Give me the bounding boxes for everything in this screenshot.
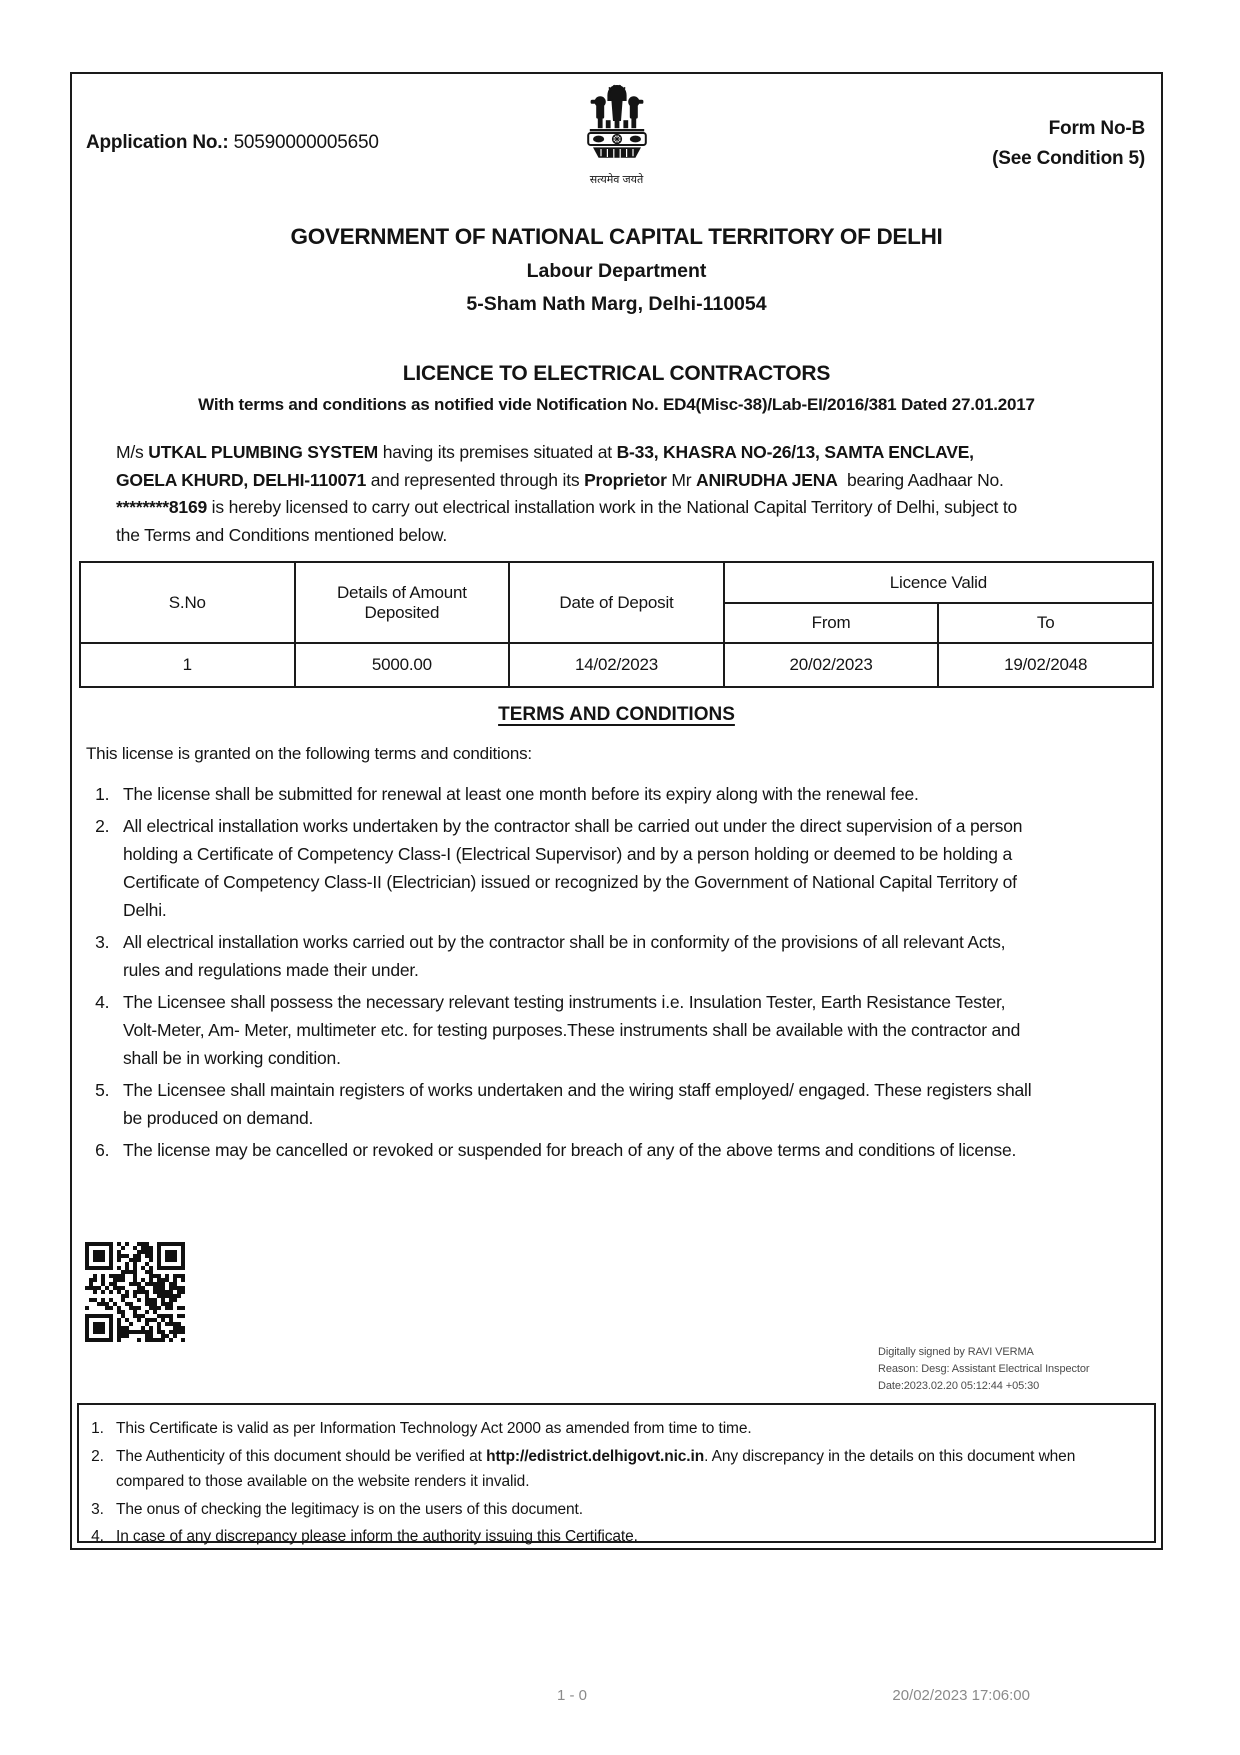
form-number-block <box>992 114 1145 174</box>
text-segment: is hereby licensed to carry out electrical installation work in the National Capital Territory of Delhi, subject to the Terms and Conditions mentioned below. <box>116 497 1018 545</box>
form-number: Form No-B <box>1048 118 1145 139</box>
licence-notification-line: With terms and conditions as notified vide Notification No. ED4(Misc-38)/Lab-EI/2016/381 Dated 27.01.2017 <box>198 395 1035 414</box>
signature-reason-line: Reason: Desg: Assistant Electrical Inspector <box>878 1363 1090 1375</box>
national-emblem <box>537 84 697 187</box>
digital-signature-block <box>878 1344 1089 1395</box>
text-segment: UTKAL PLUMBING SYSTEM <box>148 442 379 462</box>
footnote-item <box>108 1524 1124 1550</box>
qr-code-icon <box>85 1242 185 1342</box>
ashoka-lion-capital-icon <box>577 84 657 166</box>
government-title: GOVERNMENT OF NATIONAL CAPITAL TERRITORY OF DELHI <box>290 224 943 249</box>
text-segment: bearing Aadhaar No. <box>837 469 1004 490</box>
terms-list <box>86 780 1035 1164</box>
text-segment: B-33, KHASRA NO-26/13, SAMTA ENCLAVE, GOELA KHURD, DELHI-110071 <box>116 442 974 490</box>
text-segment: ANIRUDHA JENA <box>696 469 838 490</box>
application-number-label: Application No.: <box>86 132 229 153</box>
footnotes-box <box>77 1403 1156 1543</box>
page-indicator: 1 - 0 <box>556 1687 587 1704</box>
cell-valid-from: 20/02/2023 <box>724 643 939 687</box>
footnote-item <box>108 1444 1124 1495</box>
text-segment: http://edistrict.delhigovt.nic.in <box>486 1447 705 1465</box>
col-header-licence-valid: Licence Valid <box>724 562 1153 603</box>
qr-code <box>85 1242 185 1342</box>
cell-sno: 1 <box>80 643 295 687</box>
text-segment: The onus of checking the legitimacy is on the users of this document. <box>116 1500 583 1518</box>
term-item: 1. The license shall be submitted for renewal at least one month before its expiry along with the renewal fee. <box>114 780 1035 808</box>
department-address: 5-Sham Nath Marg, Delhi-110054 <box>466 293 767 315</box>
table-row <box>80 643 1153 687</box>
text-segment: M/s <box>116 442 149 462</box>
cell-amount: 5000.00 <box>295 643 510 687</box>
terms-and-conditions-heading: TERMS AND CONDITIONS <box>498 704 735 725</box>
signature-signer-line: Digitally signed by RAVI VERMA <box>878 1346 1034 1358</box>
application-number-value: 50590000005650 <box>233 132 379 153</box>
col-header-date-of-deposit: Date of Deposit <box>509 562 724 643</box>
cell-valid-to: 19/02/2048 <box>938 643 1153 687</box>
table-header-row <box>80 562 1153 603</box>
col-header-valid-from: From <box>724 603 939 643</box>
footnote-item <box>108 1497 1124 1523</box>
text-segment: Mr <box>666 469 697 490</box>
term-item: 5. The Licensee shall maintain registers of works undertaken and the wiring staff employed/ engaged. These registers shall be produced on demand. <box>114 1076 1035 1132</box>
term-item: 6. The license may be cancelled or revoked or suspended for breach of any of the above terms and conditions of license. <box>114 1136 1035 1164</box>
col-header-valid-to: To <box>938 603 1153 643</box>
text-segment: Proprietor <box>584 469 667 490</box>
text-segment: This Certificate is valid as per Information Technology Act 2000 as amended from time to time. <box>116 1420 752 1437</box>
application-number <box>86 132 379 154</box>
terms-intro-line: This license is granted on the following terms and conditions: <box>86 744 532 763</box>
licence-title: LICENCE TO ELECTRICAL CONTRACTORS <box>402 362 831 385</box>
text-segment: . Any discrepancy in the details on this document when compared to those available on the website renders it invalid. <box>116 1447 1076 1490</box>
term-item: 4. The Licensee shall possess the necessary relevant testing instruments i.e. Insulation Tester, Earth Resistance Tester, Volt-Meter, Am- Meter, multimeter etc. for testing purposes.These instruments shall be available with the contractor and shall be in working condition. <box>114 988 1035 1072</box>
terms-list-section <box>72 780 1161 1164</box>
print-timestamp: 20/02/2023 17:06:00 <box>892 1687 1030 1704</box>
text-segment: The Authenticity of this document should be verified at <box>116 1447 487 1465</box>
text-segment: having its premises situated at <box>378 442 617 462</box>
text-segment: ********8169 <box>116 497 208 517</box>
signature-date-line: Date:2023.02.20 05:12:44 +05:30 <box>878 1380 1040 1392</box>
deposit-table <box>79 561 1154 688</box>
term-item: 2. All electrical installation works undertaken by the contractor shall be carried out under the direct supervision of a person holding a Certificate of Competency Class-I (Electrical Supervisor) and by a person holding or deemed to be holding a Certificate of Competency Class-II (Electrician) issued or recognized by the Government of National Capital Territory of Delhi. <box>114 812 1035 924</box>
text-segment: In case of any discrepancy please inform the authority issuing this Certificate. <box>116 1528 638 1545</box>
licence-intro-paragraph <box>116 439 1023 549</box>
certificate-border-frame <box>70 72 1163 1550</box>
department-name: Labour Department <box>526 260 707 282</box>
text-segment: and represented through its <box>366 469 585 490</box>
footnotes-list <box>79 1416 1154 1550</box>
term-item: 3. All electrical installation works carried out by the contractor shall be in conformity of the provisions of all relevant Acts, rules and regulations made their under. <box>114 928 1035 984</box>
emblem-caption: सत्यमेव जयते <box>589 174 644 186</box>
cell-date-of-deposit: 14/02/2023 <box>509 643 724 687</box>
col-header-amount: Details of Amount Deposited <box>295 562 510 643</box>
document-header <box>72 74 1161 202</box>
form-condition-note: (See Condition 5) <box>992 148 1145 169</box>
col-header-sno: S.No <box>80 562 295 643</box>
footnote-item <box>108 1416 1124 1442</box>
